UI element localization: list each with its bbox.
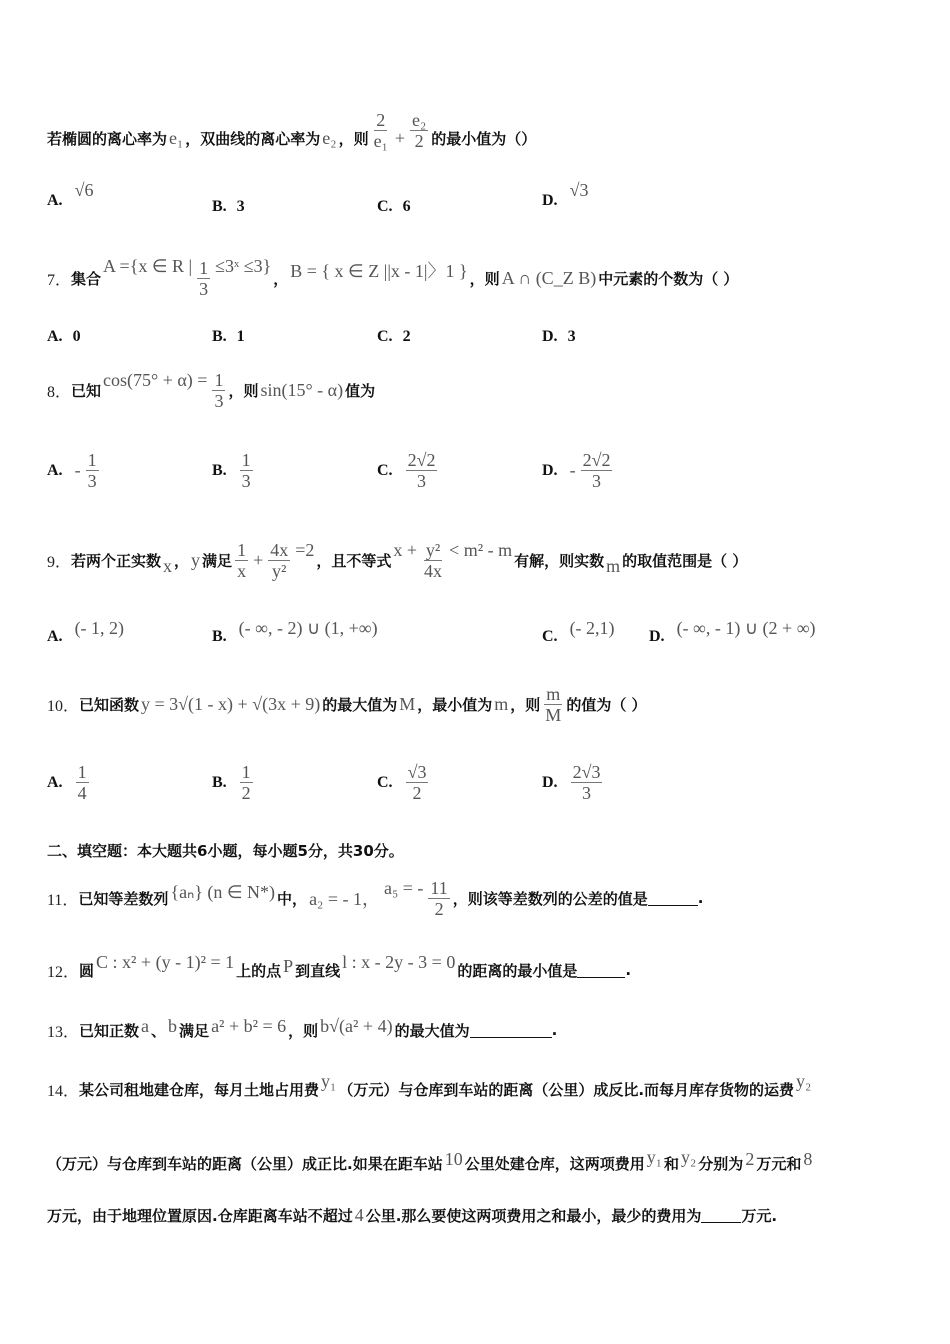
q7-option-b[interactable] <box>212 328 245 346</box>
q6-option-a[interactable] <box>47 180 95 211</box>
q10-text: 的最大值为 <box>322 695 398 714</box>
numerator: 2√2 <box>582 450 611 470</box>
q11-math: a₅ = - <box>383 877 424 898</box>
plus: + <box>253 549 264 570</box>
option-value: 1 <box>236 328 245 345</box>
option-value: √6 <box>74 180 94 200</box>
circle-equation: C : x² + (y - 1)² = 1 <box>96 951 235 972</box>
q14-text: 某公司租地建仓库，每月土地占用费 <box>79 1080 320 1099</box>
denominator: 3 <box>582 783 591 803</box>
sign: - <box>74 460 81 480</box>
q9-text: ，且不等式 <box>316 551 392 570</box>
question-9 <box>47 530 747 590</box>
q11-text: ，则该等差数列的公差的值是 <box>452 889 648 908</box>
denominator: 4 <box>77 783 87 803</box>
q8-math: cos(75° + α) = <box>103 369 208 390</box>
q14-text: （万元）与仓库到车站的距离（公里）成反比.而每月库存货物的运费 <box>338 1080 795 1099</box>
option-label: C. <box>377 461 393 479</box>
q7-option-a[interactable] <box>47 328 81 346</box>
q6-text: ，则 <box>338 129 369 148</box>
option-label: B. <box>212 328 227 345</box>
q12-text: 圆 <box>79 961 95 980</box>
q6-option-c[interactable] <box>377 198 411 216</box>
question-number: 7． <box>47 271 72 289</box>
option-fraction <box>76 762 89 803</box>
question-6 <box>47 110 536 166</box>
option-label: B. <box>212 198 227 215</box>
q12-text: 到直线 <box>295 961 341 980</box>
denominator: 3 <box>592 471 601 491</box>
q7-option-d[interactable] <box>542 328 576 346</box>
q13-text: ，则 <box>288 1021 319 1040</box>
q14-math: y₂ <box>681 1146 697 1167</box>
denominator: 3 <box>417 471 426 491</box>
answer-blank[interactable] <box>701 1208 741 1223</box>
q13-text: 、 <box>151 1021 167 1040</box>
question-number: 8． <box>47 383 72 401</box>
denominator: 2 <box>241 783 251 803</box>
question-13 <box>47 1015 557 1045</box>
q9-option-a[interactable] <box>47 618 126 645</box>
q8-fraction <box>212 370 225 411</box>
denominator: 3 <box>241 471 251 491</box>
numerator: y² <box>425 539 441 560</box>
q9-option-b[interactable] <box>212 618 380 645</box>
numerator: 1 <box>214 369 224 390</box>
denominator: 4x <box>424 560 443 581</box>
option-fraction <box>86 450 99 491</box>
question-number: 11． <box>47 891 79 909</box>
option-fraction <box>406 762 429 803</box>
q12-text: 上的点 <box>236 961 282 980</box>
option-value: 6 <box>402 198 411 215</box>
option-label: A. <box>47 461 63 479</box>
option-value: (- 2,1) <box>569 618 615 638</box>
q10-math: m <box>494 693 509 714</box>
numerator: 1 <box>87 450 97 470</box>
q11-text: . <box>697 889 704 907</box>
q9-fraction <box>422 540 444 581</box>
q14-math: 10 <box>444 1148 463 1169</box>
q9-math: m <box>606 555 621 576</box>
q13-math: b <box>168 1015 178 1036</box>
option-label: D. <box>542 773 558 791</box>
numerator: 1 <box>241 450 251 470</box>
sign: - <box>569 460 576 480</box>
option-fraction <box>240 450 253 491</box>
option-label: B. <box>212 461 227 479</box>
q7-fraction <box>197 258 210 299</box>
q7-math: A ∩ (C_Z B) <box>501 267 597 288</box>
q9-text: ， <box>174 551 190 570</box>
question-8 <box>47 362 375 418</box>
option-fraction <box>581 450 613 491</box>
q12-text: 的距离的最小值是 <box>457 961 578 980</box>
q6-math: e₂ <box>322 127 337 148</box>
answer-blank[interactable] <box>648 891 698 906</box>
option-value: (- 1, 2) <box>74 618 125 638</box>
set-b: B = { x ∈ Z ||x - 1|〉1 } <box>290 261 468 281</box>
q10-function: y = 3√(1 - x) + √(3x + 9) <box>141 693 321 714</box>
question-11 <box>47 868 703 928</box>
q6-text: 若椭圆的离心率为 <box>47 129 168 148</box>
q13-math: b√(a² + 4) <box>320 1015 393 1036</box>
q9-option-d[interactable] <box>649 618 818 645</box>
option-label: D. <box>542 461 558 479</box>
numerator: 1 <box>77 762 87 782</box>
q10-math: M <box>399 693 416 714</box>
q14-math: y₂ <box>796 1070 812 1091</box>
q14-text: 公里处建仓库，这两项费用 <box>464 1154 645 1173</box>
option-value: (- ∞, - 2) ∪ (1, +∞) <box>238 618 378 638</box>
option-value: (- ∞, - 1) ∪ (2 + ∞) <box>676 618 816 638</box>
option-label: A. <box>47 328 63 345</box>
option-fraction <box>406 450 438 491</box>
q14-math: 8 <box>803 1148 813 1169</box>
question-number: 9． <box>47 553 72 571</box>
q14-text: 万元，由于地理位置原因.仓库距离车站不超过 <box>47 1206 353 1225</box>
denominator: 2 <box>414 130 424 151</box>
q6-text: 的最小值为（） <box>431 129 537 148</box>
numerator: e₂ <box>412 109 427 130</box>
numerator: 2√3 <box>572 762 601 782</box>
section-2-heading: 二、填空题：本大题共6小题，每小题5分，共30分。 <box>47 842 404 860</box>
q14-text: （万元）与仓库到车站的距离（公里）成正比.如果在距车站 <box>47 1154 443 1173</box>
q9-math: y <box>191 549 201 570</box>
question-14-line-1 <box>47 1070 813 1104</box>
q9-text: 的取值范围是（ ） <box>622 551 748 570</box>
set-a: ≤3ˣ ≤3} <box>215 255 272 276</box>
q14-math: y₁ <box>321 1070 337 1091</box>
option-label: B. <box>212 627 227 645</box>
question-number: 14． <box>47 1082 80 1100</box>
option-label: B. <box>212 773 227 791</box>
q13-text: 满足 <box>179 1021 210 1040</box>
q6-option-b[interactable] <box>212 198 245 216</box>
q10-text: ，则 <box>510 695 541 714</box>
q6-option-d[interactable] <box>542 180 590 211</box>
plus: + <box>394 127 405 148</box>
q6-fraction <box>410 110 428 151</box>
q9-fraction <box>268 540 290 581</box>
denominator: 2 <box>434 898 444 919</box>
option-label: C. <box>542 627 558 645</box>
line-equation: l : x - 2y - 3 = 0 <box>342 951 456 972</box>
set-a: A ={x ∈ R | <box>103 255 193 276</box>
q6-fraction <box>372 110 390 151</box>
q14-text: 和 <box>664 1154 680 1173</box>
numerator: √3 <box>407 762 427 782</box>
q9-math: x + <box>393 539 418 560</box>
q10-text: ，最小值为 <box>417 695 493 714</box>
question-14-line-2 <box>47 1148 814 1178</box>
q7-text: ，则 <box>469 269 500 288</box>
question-12 <box>47 951 632 985</box>
q8-option-d[interactable] <box>542 450 615 491</box>
option-label: D. <box>649 627 665 645</box>
denominator: 3 <box>214 390 224 411</box>
q7-option-c[interactable] <box>377 328 411 346</box>
q10-option-a[interactable] <box>47 762 92 803</box>
option-label: D. <box>542 328 558 345</box>
denominator: x <box>237 560 247 581</box>
answer-blank[interactable] <box>577 963 625 978</box>
q14-text: 分别为 <box>698 1154 744 1173</box>
option-label: C. <box>377 328 393 345</box>
q8-text: 已知 <box>71 381 102 400</box>
question-number: 12． <box>47 963 80 981</box>
q11-fraction <box>428 878 449 919</box>
q11-math: a₂ = - 1， <box>309 889 380 909</box>
answer-blank[interactable] <box>470 1023 552 1038</box>
q8-text: 值为 <box>345 381 376 400</box>
q14-text: 万元和 <box>756 1154 802 1173</box>
q13-text: 的最大值为 <box>394 1021 470 1040</box>
denominator: 3 <box>199 278 209 299</box>
q7-text: 集合 <box>71 269 102 288</box>
q13-math: a² + b² = 6 <box>211 1015 287 1036</box>
q10-text: 的值为（ ） <box>566 695 647 714</box>
q7-text: 中元素的个数为（ ） <box>598 269 739 288</box>
q8-option-c[interactable] <box>377 450 440 491</box>
q14-math: 2 <box>745 1148 755 1169</box>
q14-text: 万元. <box>741 1206 778 1225</box>
q6-text: ，双曲线的离心率为 <box>185 129 321 148</box>
option-value: 3 <box>236 198 245 215</box>
q9-text: 有解，则实数 <box>514 551 605 570</box>
q8-math: sin(15° - α) <box>260 379 344 400</box>
numerator: 1 <box>199 257 209 278</box>
question-10 <box>47 674 647 734</box>
question-number: 10． <box>47 697 80 715</box>
q9-fraction <box>235 540 248 581</box>
q10-option-d[interactable] <box>542 762 605 803</box>
option-label: A. <box>47 627 63 645</box>
q13-text: 已知正数 <box>79 1021 140 1040</box>
numerator: 2 <box>376 109 386 130</box>
q7-text: ， <box>273 269 289 288</box>
q10-fraction <box>543 684 563 725</box>
option-value: 2 <box>402 328 411 345</box>
option-label: C. <box>377 198 393 215</box>
q13-math: a <box>141 1015 150 1036</box>
q14-math: y₁ <box>646 1146 662 1167</box>
option-label: C. <box>377 773 393 791</box>
denominator: e₁ <box>373 130 388 151</box>
q9-text: 满足 <box>202 551 233 570</box>
numerator: 2√2 <box>407 450 436 470</box>
option-label: A. <box>47 191 63 209</box>
q10-option-b[interactable] <box>212 762 256 803</box>
denominator: y² <box>272 560 287 581</box>
q6-math: e₁ <box>169 127 184 148</box>
numerator: 1 <box>241 762 251 782</box>
q9-math: < m² - m <box>449 539 513 560</box>
q14-text: 公里.那么要使这两项费用之和最小，最少的费用为 <box>365 1206 702 1225</box>
numerator: 4x <box>270 539 289 560</box>
q9-math: x <box>163 555 173 576</box>
question-7 <box>47 250 738 306</box>
q10-option-c[interactable] <box>377 762 431 803</box>
q12-text: . <box>625 961 632 979</box>
q11-text: 中， <box>277 889 308 908</box>
option-label: A. <box>47 773 63 791</box>
q13-text: . <box>551 1021 558 1039</box>
denominator: 3 <box>87 471 97 491</box>
option-label: D. <box>542 191 558 209</box>
numerator: 1 <box>237 539 247 560</box>
q8-option-b[interactable] <box>212 450 256 491</box>
q8-option-a[interactable] <box>47 450 102 491</box>
q9-math: =2 <box>295 539 315 560</box>
option-value: 3 <box>567 328 576 345</box>
q12-math: P <box>283 955 294 976</box>
numerator: m <box>546 683 561 704</box>
q10-text: 已知函数 <box>79 695 140 714</box>
question-14-line-3 <box>47 1200 777 1230</box>
numerator: 11 <box>430 877 448 898</box>
q14-math: 4 <box>354 1204 364 1225</box>
question-number: 13． <box>47 1023 80 1041</box>
option-value: √3 <box>569 180 589 200</box>
option-fraction <box>571 762 603 803</box>
q11-math: {aₙ} (n ∈ N*) <box>170 881 276 902</box>
q9-option-c[interactable] <box>542 618 617 645</box>
q8-text: ，则 <box>228 381 259 400</box>
option-value: 0 <box>72 328 81 345</box>
q9-text: 若两个正实数 <box>71 551 162 570</box>
denominator: M <box>545 704 562 725</box>
option-fraction <box>240 762 253 803</box>
denominator: 2 <box>412 783 422 803</box>
q11-text: 已知等差数列 <box>78 889 169 908</box>
